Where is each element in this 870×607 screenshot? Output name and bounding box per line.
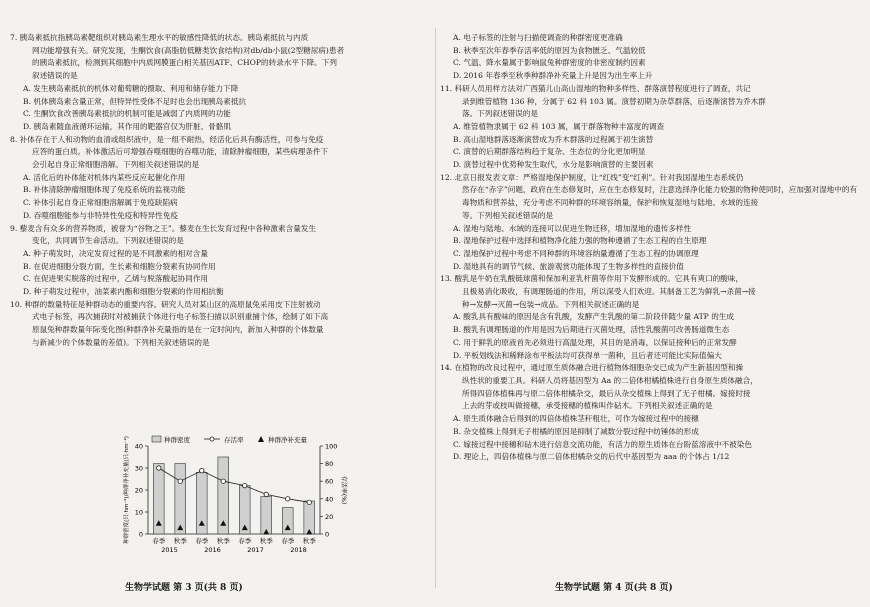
y-tick-label: 30 xyxy=(134,464,143,473)
option-d: D. 平板划线法和稀释涂布平板法均可获得单一菌种，且后者还可能比实际值偏大 xyxy=(453,350,722,360)
question-line: 录到维管植物 136 种，分属于 62 科 103 属。演替初期为杂草群落，后逐渐演替为乔木群 xyxy=(462,96,766,106)
option-b: B. 湿地保护过程中选择和植物净化能力强的物种遵循了生态工程的自生原理 xyxy=(453,236,707,246)
option-c: C. 嫁接过程中接穗和砧木进行信息交流功能，有活力的原生质体在台盼蓝溶液中不被染色 xyxy=(453,439,752,449)
question-14 xyxy=(440,362,865,464)
question-line: 9. 藜麦含有众多的营养物质，被誉为“谷物之王”。藜麦在生长发育过程中各种激素含量发生 xyxy=(10,223,316,233)
legend-bar-swatch xyxy=(152,436,161,442)
option-c: C. 湿地保护过程中考虑不同种群的环境容纳量遵循了生态工程的协调原理 xyxy=(453,248,699,258)
legend-survival-label: 存活率 xyxy=(224,436,244,444)
population-chart-svg xyxy=(70,434,370,570)
question-line: 12. 北京日报发表文章：严格湿地保护制度，让“红线”变“红利”。针对我国湿地生态系统仍 xyxy=(440,172,744,182)
page-footer: 生物学试题 第 4 页(共 8 页) xyxy=(555,583,673,593)
season-label: 秋季 xyxy=(216,537,230,545)
option-c: C. 补体引起自身正常细胞溶解属于免疫缺陷病 xyxy=(23,198,178,208)
question-line: 且极易消化吸收，有调理肠道的作用，所以深受人们欢迎。其制备工艺为鲜乳→杀菌→接 xyxy=(462,287,756,297)
question-line: 网功能增强有关。研究发现，生酮饮食(高脂肪低糖类饮食结构)对db/db小鼠(2型糖尿病)患者 xyxy=(32,45,345,55)
y-tick-label: 40 xyxy=(134,442,143,451)
question-9 xyxy=(10,223,430,299)
question-12 xyxy=(440,172,865,274)
question-line: 落。下列叙述错误的是 xyxy=(462,109,538,119)
option-d: D. 胰岛素随血液循环运输，其作用的靶器官仅为肝脏、骨骼肌 xyxy=(23,121,232,131)
question-line: 14. 在植物的改良过程中，通过原生质体融合进行植物体细胞杂交已成为产生新基因型和操 xyxy=(440,363,744,373)
option-a: A. 活化后的补体能对机体内某些反应起催化作用 xyxy=(23,172,186,182)
survival-point xyxy=(221,479,225,483)
survival-point xyxy=(286,497,290,501)
option-b: B. 在促进细胞分裂方面，生长素和细胞分裂素有协同作用 xyxy=(23,261,216,271)
year-label: 2017 xyxy=(247,546,264,554)
option-c: C. 气温、降水量属于影响鼠兔种群密度的非密度制约因素 xyxy=(453,58,646,68)
season-label: 春季 xyxy=(281,537,295,545)
question-line: 式电子标签，再次捕获时对被捕获个体进行电子标签扫描以识别重捕个体，绘制了如下高 xyxy=(32,312,329,322)
question-line: 与新减少的个体数量的差值)。下列相关叙述错误的是 xyxy=(32,337,210,347)
population-chart xyxy=(70,434,370,570)
option-c: C. 生酮饮食改善胰岛素抵抗的机制可能是减弱了内质网的功能 xyxy=(23,109,231,119)
question-11 xyxy=(440,83,865,172)
option-a: A. 发生胰岛素抵抗的机体对葡萄糖的摄取、利用和储存能力下降 xyxy=(23,83,239,93)
season-label: 春季 xyxy=(195,537,209,545)
survival-point xyxy=(243,483,247,487)
question-10-options xyxy=(440,32,865,83)
right-page-text xyxy=(440,32,865,464)
question-line: 等。下列相关叙述错误的是 xyxy=(462,210,554,220)
option-d: D. 2016 年春季至秋季种群净补充量上升是因为出生率上升 xyxy=(453,71,653,81)
survival-point xyxy=(157,466,161,470)
question-line: 然存在“赤字”问题，政府在生态修复时，应在生态修复时，注意选择净化能力较强的物种使同时，应加强对湿地中的有 xyxy=(462,185,858,195)
option-d: D. 湿地具有的调节气候、旅游观赏功能体现了生物多样性的直接价值 xyxy=(453,261,684,271)
page-divider xyxy=(435,28,436,588)
y2-axis-label: 存活率(%) xyxy=(340,475,347,505)
option-c: C. 演替的后期群落结构趋于复杂、生态位的分化更加明显 xyxy=(453,147,646,157)
season-label: 春季 xyxy=(152,537,166,545)
survival-point xyxy=(200,468,204,472)
season-label: 春季 xyxy=(238,537,252,545)
y-tick-label: 0 xyxy=(138,530,143,539)
question-line: 7. 胰岛素抵抗指胰岛素靶组织对胰岛素生理水平的敏感性降低的状态。胰岛素抵抗与内质 xyxy=(10,33,309,42)
question-line: 原鼠兔种群数量年际变化图(种群净补充量指的是在一定时间内，新加入种群的个体数量 xyxy=(32,325,324,335)
option-a: A. 电子标签的注射与扫描使调查的种群密度更准确 xyxy=(453,33,623,42)
y2-tick-label: 80 xyxy=(325,460,334,469)
legend-triangle-swatch xyxy=(258,436,264,442)
question-7 xyxy=(10,32,430,134)
option-d: D. 演替过程中优势种发生取代，水分是影响演替的主要因素 xyxy=(453,160,654,170)
option-a: A. 原生质体融合后得到的四倍体植株茎秆粗壮，可作为嫁接过程中的接穗 xyxy=(453,414,699,424)
year-label: 2018 xyxy=(290,546,307,554)
chart-labels xyxy=(152,536,316,554)
option-b: B. 高山湿地群落逐渐演替成为乔木群落的过程属于初生演替 xyxy=(453,134,654,144)
density-bar xyxy=(175,464,186,534)
question-line: 应答的蛋白质。补体激活后可增强吞噬细胞的吞噬功能，清除肿瘤细胞，某些病理条件下 xyxy=(32,147,329,157)
survival-point xyxy=(307,500,311,504)
y-tick-label: 20 xyxy=(134,486,143,495)
option-d: D. 理论上，四倍体植株与原二倍体柑橘杂交的后代中基因型为 aaa 的个体占 1/12 xyxy=(453,452,730,462)
question-line: 上去的芽或枝叫做接穗，承受接穗的植株叫作砧木。下列相关叙述正确的是 xyxy=(462,401,713,411)
y2-tick-label: 60 xyxy=(325,477,334,486)
option-d: D. 种子萌发过程中，油菜素内酯和细胞分裂素的作用相抗衡 xyxy=(23,287,224,297)
question-line: 会引起自身正常细胞溶解。下列相关叙述错误的是 xyxy=(32,160,200,170)
page-footer: 生物学试题 第 3 页(共 8 页) xyxy=(125,583,243,593)
survival-point xyxy=(264,492,268,496)
legend-density-label: 种群密度 xyxy=(164,436,190,444)
option-b: B. 杂交植株上得到无子柑橘的原因是抑制了减数分裂过程中纺锤体的形成 xyxy=(453,426,699,436)
question-line: 的胰岛素抵抗，检测到其细胞中内质网膜蛋白相关基因ATF、CHOP的转录水平下降。下列 xyxy=(32,58,337,68)
question-line: 10. 种群的数量特征是种群动态的重要内容。研究人员对某山区的高原鼠兔采用皮下注射被动 xyxy=(10,299,321,309)
y2-tick-label: 20 xyxy=(325,512,334,521)
option-c: C. 用于鲜乳的原液首先必须进行高温处理，其目的是消毒，以保证接种后的正常发酵 xyxy=(453,337,737,347)
y2-tick-label: 40 xyxy=(325,495,334,504)
question-line: 所得四倍体植株再与原二倍体柑橘杂交，最后从杂交植株上得到了无子柑橘。嫁接时接 xyxy=(462,388,751,398)
year-label: 2016 xyxy=(204,546,221,554)
question-line: 种→发酵→灭菌→包装→成品。下列相关叙述正确的是 xyxy=(462,299,640,309)
option-a: A. 种子萌发时，决定发育过程的是不同激素的相对含量 xyxy=(23,248,208,258)
question-line: 8. 补体存在于人和动物的血清或组织液中，是一组不耐热，经活化后具有酶活性，可参与免疫 xyxy=(10,134,324,144)
option-b: B. 秋季至次年春季存活率低的原因为食物匮乏、气温较低 xyxy=(453,45,646,55)
question-line: 变化，共同调节生命活动。下列叙述错误的是 xyxy=(32,236,184,246)
y2-tick-label: 100 xyxy=(325,442,338,451)
option-b: B. 机体胰岛素含量正常，但特异性受体不足时也会出现胰岛素抵抗 xyxy=(23,96,247,106)
option-b: B. 酸乳有调理肠道的作用是因为后期进行灭菌处理，活性乳酸菌可改善肠道微生态 xyxy=(453,325,730,335)
legend-line-point xyxy=(210,437,214,441)
question-line: 叙述错误的是 xyxy=(32,71,78,81)
question-line: 纵性状的重要工具。科研人员将基因型为 Aa 的二倍体柑橘植株进行自身原生质体融合， xyxy=(462,375,758,385)
legend-net-label: 种群净补充量 xyxy=(268,436,307,444)
option-c: C. 在促进果实脱落的过程中，乙烯与脱落酸起协同作用 xyxy=(23,274,209,284)
question-line: 11. 科研人员用样方法对广西猫儿山高山湿地的物种多样性、群落演替程度进行了调查，共记 xyxy=(440,83,751,93)
question-8 xyxy=(10,134,430,223)
density-bar xyxy=(261,497,272,534)
question-line: 13. 酸乳是牛奶在乳酸链球菌和保加利亚乳杆菌等作用下发酵形成的。它具有爽口的酸味， xyxy=(440,274,744,284)
left-page-text xyxy=(10,32,430,350)
y2-tick-label: 0 xyxy=(325,530,330,539)
question-13 xyxy=(440,273,865,362)
chart-legend xyxy=(152,435,308,444)
left-page xyxy=(10,0,430,607)
season-label: 秋季 xyxy=(259,537,273,545)
option-d: D. 吞噬细胞能参与非特异性免疫和特异性免疫 xyxy=(23,210,178,220)
option-b: B. 补体清除肿瘤细胞体现了免疫系统的监视功能 xyxy=(23,185,186,195)
year-label: 2015 xyxy=(161,546,178,554)
option-a: A. 酸乳具有酸味的原因是含有乳酸，发酵产生乳酸的第二阶段伴随少量 ATP 的生成 xyxy=(453,312,734,322)
survival-point xyxy=(178,479,182,483)
y-axis-label: 种群密度(只·hm⁻²)/种群净补充量(只·hm⁻²) xyxy=(124,436,130,544)
y-tick-label: 10 xyxy=(134,508,143,517)
question-line: 毒物质和营养盐，充分考虑不同种群的环境容纳量，保护和恢复湿地与陆地、水域的连接 xyxy=(462,198,759,208)
right-page xyxy=(440,0,865,607)
chart-bars xyxy=(153,457,314,534)
option-a: A. 湿地与陆地、水域的连接可以促进生物迁移，增加湿地的遗传多样性 xyxy=(453,223,692,233)
option-a: A. 维管植物隶属于 62 科 103 属，属于群落物种丰富度的调查 xyxy=(453,121,665,131)
season-label: 秋季 xyxy=(173,537,187,545)
season-label: 秋季 xyxy=(302,537,316,545)
question-10 xyxy=(10,299,430,350)
